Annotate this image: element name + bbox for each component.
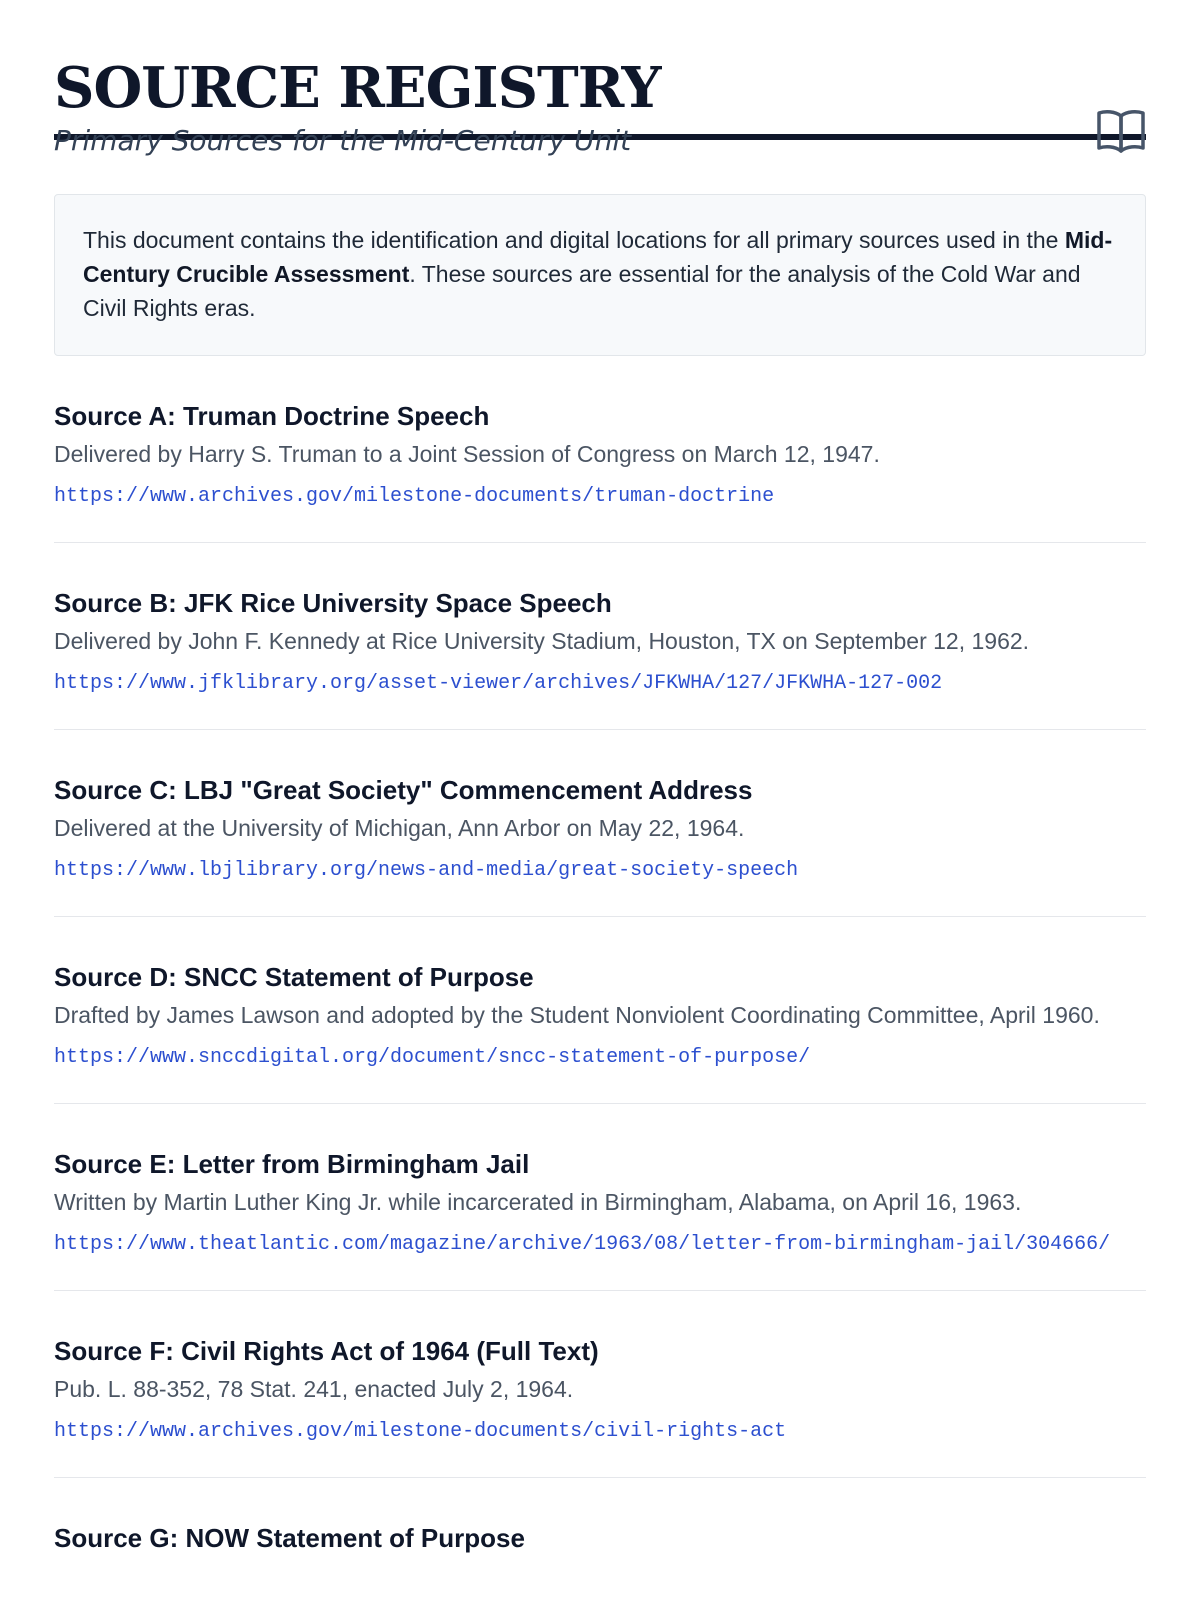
source-description: Written by Martin Luther King Jr. while incarcerated in Birmingham, Alabama, on April 16, 1963. [54,1189,1022,1215]
source-entry-c [54,730,1146,917]
source-entry-f [54,1291,1146,1478]
source-title: Source D: SNCC Statement of Purpose [54,962,534,992]
open-book-icon [1096,108,1146,156]
source-entry-d [54,917,1146,1104]
intro-assessment-name: Mid-Century Crucible Assessment [83,227,1113,287]
source-link[interactable]: https://www.snccdigital.org/document/sncc-statement-of-purpose/ [54,1046,811,1069]
source-link[interactable]: https://www.theatlantic.com/magazine/archive/1963/08/letter-from-birmingham-jail/304666/ [54,1233,1111,1256]
intro-text-start: This document contains the identification and digital locations for all primary sources used in the [83,227,1065,253]
source-link[interactable]: https://www.archives.gov/milestone-documents/civil-rights-act [54,1420,787,1443]
page-title: SOURCE REGISTRY [54,55,661,121]
intro-box [54,194,1146,356]
source-entry-e [54,1104,1146,1291]
intro-text-end: . These sources are essential for the analysis of the Cold War and Civil Rights eras. [83,261,1081,321]
document-header [54,0,1146,157]
source-link[interactable]: https://www.lbjlibrary.org/news-and-media/great-society-speech [54,859,799,882]
source-description: Delivered at the University of Michigan, Ann Arbor on May 22, 1964. [54,815,745,841]
page-subtitle: Primary Sources for the Mid-Century Unit [54,124,632,157]
source-link[interactable]: https://www.archives.gov/milestone-documents/truman-doctrine [54,485,775,508]
source-title: Source G: NOW Statement of Purpose [54,1523,525,1553]
source-title: Source A: Truman Doctrine Speech [54,401,490,431]
source-description: Delivered by Harry S. Truman to a Joint Session of Congress on March 12, 1947. [54,441,880,467]
source-description: Pub. L. 88-352, 78 Stat. 241, enacted July 2, 1964. [54,1376,574,1402]
source-link[interactable]: https://www.jfklibrary.org/asset-viewer/archives/JFKWHA/127/JFKWHA-127-002 [54,672,943,695]
source-description: Delivered by John F. Kennedy at Rice University Stadium, Houston, TX on September 12, 1962. [54,628,1030,654]
source-entry-a [54,356,1146,543]
source-entry-b [54,543,1146,730]
source-description: Drafted by James Lawson and adopted by the Student Nonviolent Coordinating Committee, April 1960. [54,1002,1100,1028]
source-title: Source F: Civil Rights Act of 1964 (Full Text) [54,1336,599,1366]
source-title: Source C: LBJ "Great Society" Commencement Address [54,775,753,805]
source-title: Source B: JFK Rice University Space Speech [54,588,612,618]
source-entry-g [54,1478,1146,1600]
source-title: Source E: Letter from Birmingham Jail [54,1149,530,1179]
